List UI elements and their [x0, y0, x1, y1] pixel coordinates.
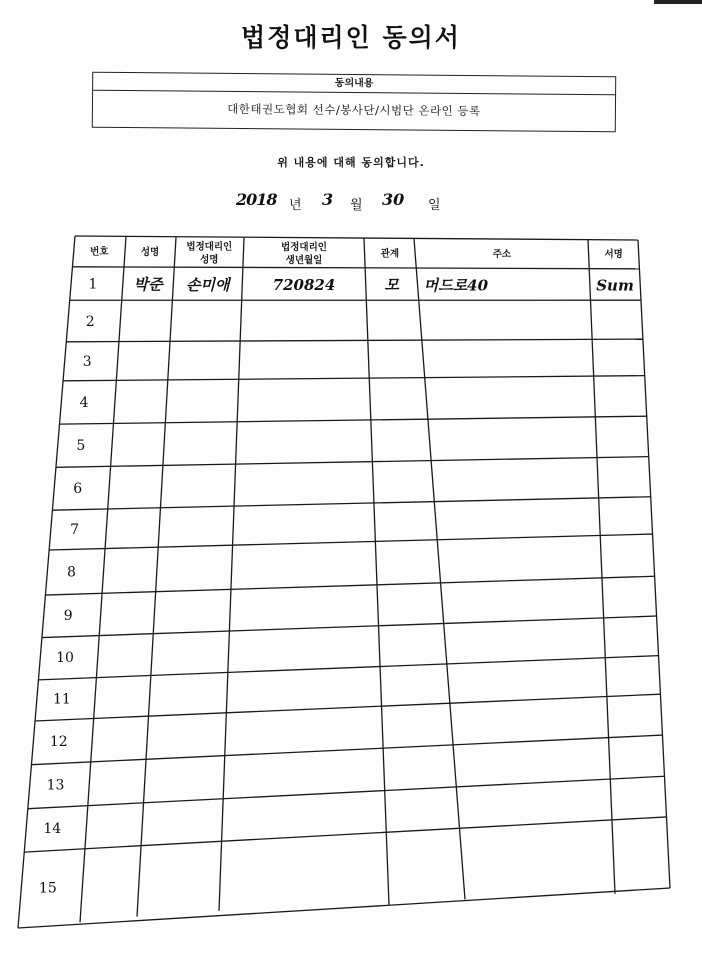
row1-signature: Sum — [596, 276, 634, 295]
table-column-line — [588, 239, 615, 893]
table-column-line — [137, 237, 176, 916]
table-column-line — [364, 238, 389, 905]
header-7: 서명 — [604, 249, 623, 261]
date-year-handwritten: 2018 — [236, 190, 277, 209]
row1-relation: 모 — [384, 276, 399, 295]
table-top-border — [75, 236, 638, 240]
row-number: 13 — [46, 777, 65, 794]
table-row-line — [45, 576, 654, 595]
table-column-line — [638, 240, 670, 888]
row1-guardian-birth: 720824 — [272, 276, 336, 295]
table-row-line — [42, 616, 657, 638]
date-year-unit: 년 — [289, 198, 302, 213]
header-6: 주소 — [492, 248, 512, 260]
row-number: 11 — [53, 691, 71, 708]
table-column-line — [414, 239, 465, 900]
header-2: 성명 — [140, 247, 160, 259]
agreement-text: 위 내용에 대해 동의합니다. — [277, 156, 425, 169]
table-row-line — [24, 817, 666, 852]
date-month-handwritten: 3 — [322, 190, 334, 209]
table-row-line — [56, 457, 649, 468]
table-column-line — [80, 237, 126, 923]
consent-content: 대한태권도협회 선수/봉사단/시범단 온라인 등록 — [227, 101, 481, 119]
header-5: 관계 — [380, 248, 400, 260]
row-number: 12 — [49, 733, 68, 750]
header-3: 법정대리인 성명 — [186, 241, 233, 266]
row-number: 10 — [56, 650, 74, 667]
row-number: 5 — [76, 438, 86, 455]
table-column-line — [219, 238, 244, 911]
consent-header: 동의내용 — [93, 73, 615, 96]
row-number: 7 — [70, 522, 80, 539]
row-number: 4 — [79, 395, 89, 412]
table-row-line — [49, 534, 652, 550]
table-row-line — [35, 691, 660, 721]
row1-guardian-name: 손미애 — [186, 275, 230, 294]
date-month-unit: 월 — [350, 198, 363, 213]
table-row-line — [31, 735, 662, 765]
row-number: 9 — [63, 607, 73, 624]
table-row-line — [66, 339, 643, 342]
header-4: 법정대리인 생년월일 — [281, 241, 327, 266]
row-number: 15 — [38, 880, 57, 897]
table-row-line — [63, 376, 645, 381]
table-row-line — [60, 416, 647, 424]
row1-name: 박준 — [133, 275, 163, 294]
date-day-handwritten: 30 — [382, 190, 405, 209]
table-row-line — [52, 497, 650, 510]
row-number: 8 — [66, 564, 76, 581]
table-row-line — [28, 776, 665, 808]
table-row-line — [38, 656, 658, 680]
row-number: 14 — [43, 820, 62, 837]
row1-address: 머드로40 — [423, 276, 489, 295]
date-day-unit: 일 — [428, 198, 441, 213]
row-number: 2 — [85, 313, 95, 330]
row-number: 1 — [88, 276, 98, 293]
page-title: 법정대리인 동의서 — [241, 23, 461, 52]
header-1: 번호 — [90, 246, 109, 258]
table-row-line — [72, 267, 639, 269]
table-bottom-border — [18, 888, 670, 928]
row-number: 3 — [82, 354, 92, 371]
row-number: 6 — [73, 480, 83, 497]
